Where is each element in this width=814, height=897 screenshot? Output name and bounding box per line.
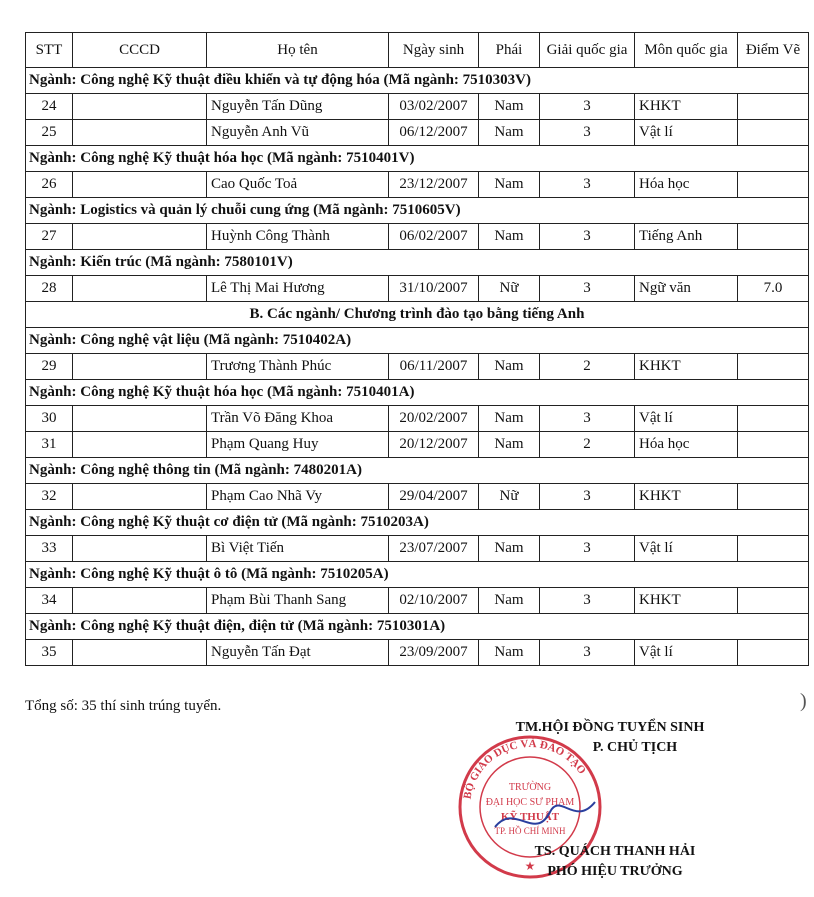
cell-stt: 26 — [26, 172, 73, 198]
header-name: Họ tên — [207, 33, 389, 68]
cell-stt: 35 — [26, 640, 73, 666]
cell-award: 3 — [540, 640, 635, 666]
cell-name: Phạm Cao Nhã Vy — [207, 484, 389, 510]
major-title: Ngành: Công nghệ Kỹ thuật cơ điện tử (Mã ngành: 7510203A) — [26, 510, 809, 536]
major-title: Ngành: Công nghệ Kỹ thuật điều khiển và tự động hóa (Mã ngành: 7510303V) — [26, 68, 809, 94]
major-row — [26, 458, 809, 484]
table-row — [26, 588, 809, 614]
header-stt: STT — [26, 33, 73, 68]
cell-draw — [738, 172, 809, 198]
major-row — [26, 198, 809, 224]
cell-subject: Ngữ văn — [635, 276, 738, 302]
cell-award: 3 — [540, 94, 635, 120]
cell-draw — [738, 536, 809, 562]
cell-stt: 27 — [26, 224, 73, 250]
cell-award: 3 — [540, 172, 635, 198]
table-row — [26, 432, 809, 458]
cell-dob: 20/02/2007 — [389, 406, 479, 432]
cell-sex: Nam — [479, 588, 540, 614]
cell-dob: 23/09/2007 — [389, 640, 479, 666]
header-sex: Phái — [479, 33, 540, 68]
cell-name: Trần Võ Đăng Khoa — [207, 406, 389, 432]
major-row — [26, 146, 809, 172]
cell-draw — [738, 120, 809, 146]
table-row — [26, 406, 809, 432]
cell-draw — [738, 224, 809, 250]
cell-subject: KHKT — [635, 354, 738, 380]
cell-sex: Nam — [479, 432, 540, 458]
cell-subject: Vật lí — [635, 536, 738, 562]
major-title: Ngành: Công nghệ Kỹ thuật ô tô (Mã ngành: 7510205A) — [26, 562, 809, 588]
cell-name: Phạm Bùi Thanh Sang — [207, 588, 389, 614]
cell-subject: KHKT — [635, 484, 738, 510]
cell-stt: 28 — [26, 276, 73, 302]
major-title: Ngành: Công nghệ thông tin (Mã ngành: 7480201A) — [26, 458, 809, 484]
cell-subject: Vật lí — [635, 640, 738, 666]
cell-sex: Nữ — [479, 484, 540, 510]
cell-draw — [738, 484, 809, 510]
cell-subject: Hóa học — [635, 432, 738, 458]
table-header-row — [26, 33, 809, 68]
cell-award: 3 — [540, 120, 635, 146]
table-row — [26, 484, 809, 510]
cell-sex: Nam — [479, 354, 540, 380]
vice-chair-title: P. CHỦ TỊCH — [592, 740, 678, 755]
major-title: Ngành: Công nghệ Kỹ thuật hóa học (Mã ngành: 7510401V) — [26, 146, 809, 172]
table-row — [26, 276, 809, 302]
cell-dob: 31/10/2007 — [389, 276, 479, 302]
cell-draw — [738, 588, 809, 614]
signer-position: PHÓ HIỆU TRƯỞNG — [547, 864, 683, 879]
section-row — [26, 302, 809, 328]
cell-stt: 25 — [26, 120, 73, 146]
cell-dob: 23/12/2007 — [389, 172, 479, 198]
cell-award: 3 — [540, 276, 635, 302]
major-title: Ngành: Kiến trúc (Mã ngành: 7580101V) — [26, 250, 809, 276]
signature-block — [480, 718, 740, 758]
cell-sex: Nam — [479, 536, 540, 562]
major-row — [26, 380, 809, 406]
council-title: TM.HỘI ĐỒNG TUYỂN SINH — [515, 720, 705, 735]
cell-sex: Nam — [479, 224, 540, 250]
cell-award: 3 — [540, 588, 635, 614]
cell-cccd — [73, 120, 207, 146]
table-row — [26, 94, 809, 120]
cell-subject: Vật lí — [635, 120, 738, 146]
cell-name: Bì Việt Tiến — [207, 536, 389, 562]
header-award: Giải quốc gia — [540, 33, 635, 68]
signer-block — [505, 842, 725, 882]
cell-sex: Nam — [479, 640, 540, 666]
major-row — [26, 510, 809, 536]
cell-sex: Nam — [479, 120, 540, 146]
seal-line-4: TP. HỒ CHÍ MINH — [494, 826, 566, 836]
cell-cccd — [73, 640, 207, 666]
cell-dob: 29/04/2007 — [389, 484, 479, 510]
table-row — [26, 536, 809, 562]
cell-name: Nguyễn Tấn Đạt — [207, 640, 389, 666]
cell-name: Nguyễn Anh Vũ — [207, 120, 389, 146]
cell-subject: Tiếng Anh — [635, 224, 738, 250]
table-row — [26, 224, 809, 250]
table-row — [26, 172, 809, 198]
cell-name: Cao Quốc Toả — [207, 172, 389, 198]
table-row — [26, 354, 809, 380]
cell-dob: 06/11/2007 — [389, 354, 479, 380]
seal-line-3: KỸ THUẬT — [500, 811, 560, 823]
cell-cccd — [73, 94, 207, 120]
cell-subject: Vật lí — [635, 406, 738, 432]
edge-mark-icon: ) — [800, 690, 807, 712]
cell-award: 3 — [540, 484, 635, 510]
cell-name: Phạm Quang Huy — [207, 432, 389, 458]
cell-award: 2 — [540, 354, 635, 380]
cell-award: 3 — [540, 536, 635, 562]
cell-draw — [738, 432, 809, 458]
seal-line-2: ĐẠI HỌC SƯ PHẠM — [485, 797, 575, 808]
cell-cccd — [73, 354, 207, 380]
header-dob: Ngày sinh — [389, 33, 479, 68]
major-title: Ngành: Công nghệ vật liệu (Mã ngành: 7510402A) — [26, 328, 809, 354]
cell-draw — [738, 94, 809, 120]
cell-dob: 06/02/2007 — [389, 224, 479, 250]
cell-stt: 30 — [26, 406, 73, 432]
cell-draw: 7.0 — [738, 276, 809, 302]
cell-dob: 02/10/2007 — [389, 588, 479, 614]
seal-ring-text: BỘ GIÁO DỤC VÀ ĐÀO TẠO — [461, 737, 588, 801]
cell-cccd — [73, 406, 207, 432]
major-row — [26, 562, 809, 588]
cell-award: 3 — [540, 224, 635, 250]
total-count: Tổng số: 35 thí sinh trúng tuyển. — [25, 698, 222, 714]
cell-cccd — [73, 432, 207, 458]
cell-subject: Hóa học — [635, 172, 738, 198]
cell-dob: 23/07/2007 — [389, 536, 479, 562]
table-row — [26, 640, 809, 666]
cell-award: 3 — [540, 406, 635, 432]
cell-stt: 34 — [26, 588, 73, 614]
major-row — [26, 614, 809, 640]
cell-stt: 33 — [26, 536, 73, 562]
cell-name: Huỳnh Công Thành — [207, 224, 389, 250]
table-body — [26, 68, 809, 666]
seal-star-icon: ★ — [524, 859, 536, 873]
major-title: Ngành: Công nghệ Kỹ thuật điện, điện tử (Mã ngành: 7510301A) — [26, 614, 809, 640]
admission-table — [25, 32, 809, 666]
cell-subject: KHKT — [635, 588, 738, 614]
cell-cccd — [73, 484, 207, 510]
cell-cccd — [73, 172, 207, 198]
cell-cccd — [73, 536, 207, 562]
major-title: Ngành: Logistics và quản lý chuỗi cung ứng (Mã ngành: 7510605V) — [26, 198, 809, 224]
major-row — [26, 68, 809, 94]
cell-stt: 29 — [26, 354, 73, 380]
cell-dob: 20/12/2007 — [389, 432, 479, 458]
major-title: Ngành: Công nghệ Kỹ thuật hóa học (Mã ngành: 7510401A) — [26, 380, 809, 406]
cell-name: Lê Thị Mai Hương — [207, 276, 389, 302]
cell-cccd — [73, 224, 207, 250]
cell-sex: Nam — [479, 406, 540, 432]
cell-stt: 24 — [26, 94, 73, 120]
cell-sex: Nam — [479, 172, 540, 198]
major-row — [26, 328, 809, 354]
header-cccd: CCCD — [73, 33, 207, 68]
cell-dob: 06/12/2007 — [389, 120, 479, 146]
cell-cccd — [73, 276, 207, 302]
header-subject: Môn quốc gia — [635, 33, 738, 68]
header-draw-score: Điểm Vẽ — [738, 33, 809, 68]
cell-name: Nguyễn Tấn Dũng — [207, 94, 389, 120]
cell-draw — [738, 354, 809, 380]
table-row — [26, 120, 809, 146]
cell-draw — [738, 406, 809, 432]
cell-sex: Nam — [479, 94, 540, 120]
signer-name: TS. QUÁCH THANH HẢI — [534, 844, 696, 859]
section-title: B. Các ngành/ Chương trình đào tạo bằng tiếng Anh — [26, 302, 809, 328]
cell-sex: Nữ — [479, 276, 540, 302]
cell-draw — [738, 640, 809, 666]
cell-dob: 03/02/2007 — [389, 94, 479, 120]
seal-line-1: TRƯỜNG — [508, 782, 552, 793]
cell-stt: 31 — [26, 432, 73, 458]
cell-award: 2 — [540, 432, 635, 458]
major-row — [26, 250, 809, 276]
cell-name: Trương Thành Phúc — [207, 354, 389, 380]
cell-stt: 32 — [26, 484, 73, 510]
cell-cccd — [73, 588, 207, 614]
cell-subject: KHKT — [635, 94, 738, 120]
